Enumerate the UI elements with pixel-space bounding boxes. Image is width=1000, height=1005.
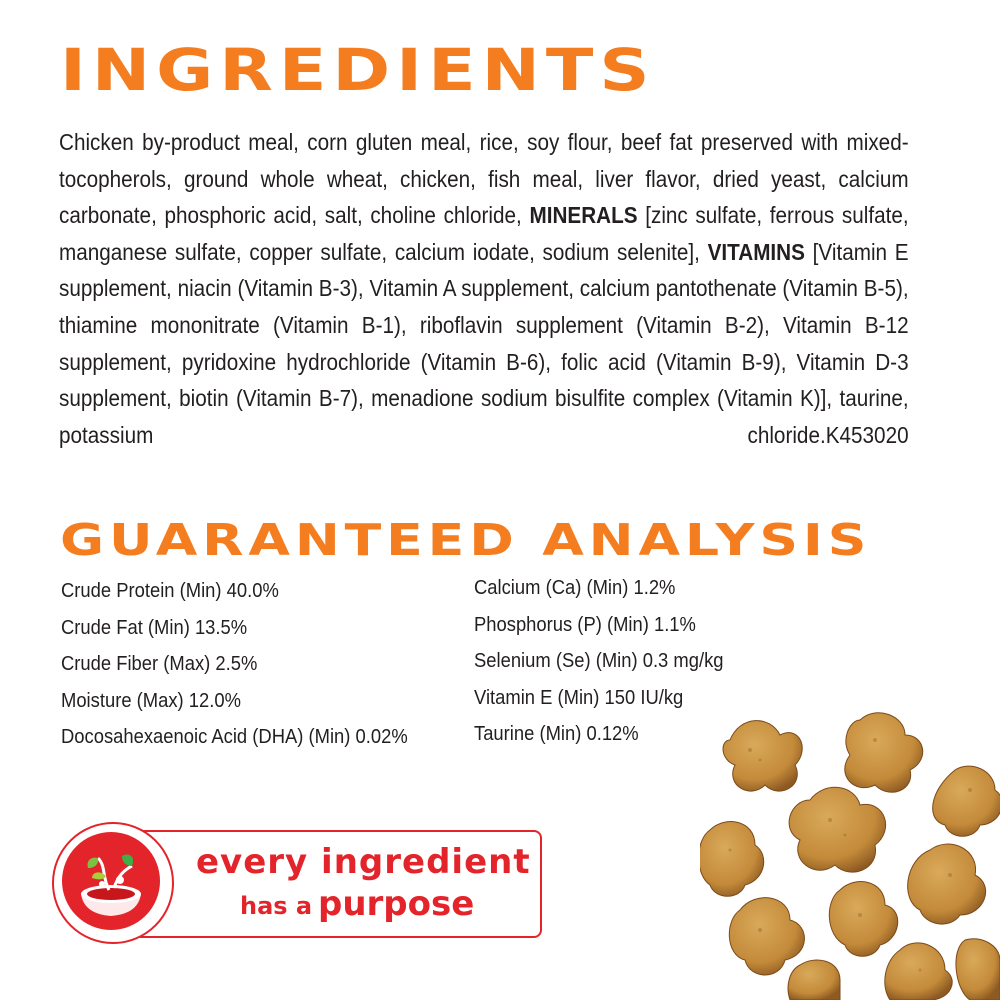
bowl-with-leaves-icon: [62, 832, 160, 930]
analysis-item: Vitamin E (Min) 150 IU/kg: [474, 686, 684, 709]
slogan-purpose: purpose: [318, 884, 475, 924]
guaranteed-analysis-heading: GUARANTEED ANALYSIS: [60, 515, 872, 566]
slogan-line-1: every ingredient: [196, 842, 531, 882]
analysis-item: Crude Fat (Min) 13.5%: [61, 616, 248, 639]
analysis-item: Selenium (Se) (Min) 0.3 mg/kg: [474, 650, 724, 672]
ingredients-part2: [zinc sulfate, ferrous sulfate, manganese sulfate, copper sulfate, calcium iodate, sodium selenite],: [59, 202, 909, 265]
minerals-label: MINERALS: [529, 202, 638, 229]
product-code: K453020: [825, 421, 909, 448]
kibble-image: [700, 700, 1000, 1000]
analysis-left-column: [61, 573, 438, 756]
ingredients-part1: Chicken by-product meal, corn gluten meal, rice, soy flour, beef fat preserved with mixed-tocopherols, ground whole wheat, chicken, fish meal, liver flavor, dried yeast, calcium carbonate, phosphoric acid, salt, choline chloride,: [59, 129, 909, 229]
analysis-item: Calcium (Ca) (Min) 1.2%: [474, 577, 676, 599]
ingredients-part3: [Vitamin E supplement, niacin (Vitamin B-3), Vitamin A supplement, calcium pantothenate (Vitamin B-5), thiamine mononitrate (Vitamin B-1), riboflavin supplement (Vitamin B-2), Vitamin B-12 supplement, pyridoxine hydrochloride (Vitamin B-6), folic acid (Vitamin B-9), Vitamin D-3 supplement, biotin (Vitamin B-7), menadione sodium bisulfite complex (Vitamin K)], taurine, potassium chloride.: [59, 238, 909, 448]
ingredients-text: [59, 124, 909, 453]
vitamins-label: VITAMINS: [707, 238, 805, 265]
analysis-item: Phosphorus (P) (Min) 1.1%: [474, 613, 696, 636]
analysis-item: Moisture (Max) 12.0%: [61, 689, 241, 712]
slogan-has-a: has a: [240, 892, 313, 920]
badge-circle: [52, 822, 174, 944]
analysis-item: Taurine (Min) 0.12%: [474, 723, 639, 745]
analysis-item: Crude Protein (Min) 40.0%: [61, 580, 279, 602]
analysis-item: Crude Fiber (Max) 2.5%: [61, 653, 258, 675]
purpose-badge: [52, 822, 542, 944]
analysis-item: Docosahexaenoic Acid (DHA) (Min) 0.02%: [61, 726, 408, 748]
ingredients-heading: INGREDIENTS: [60, 36, 656, 104]
